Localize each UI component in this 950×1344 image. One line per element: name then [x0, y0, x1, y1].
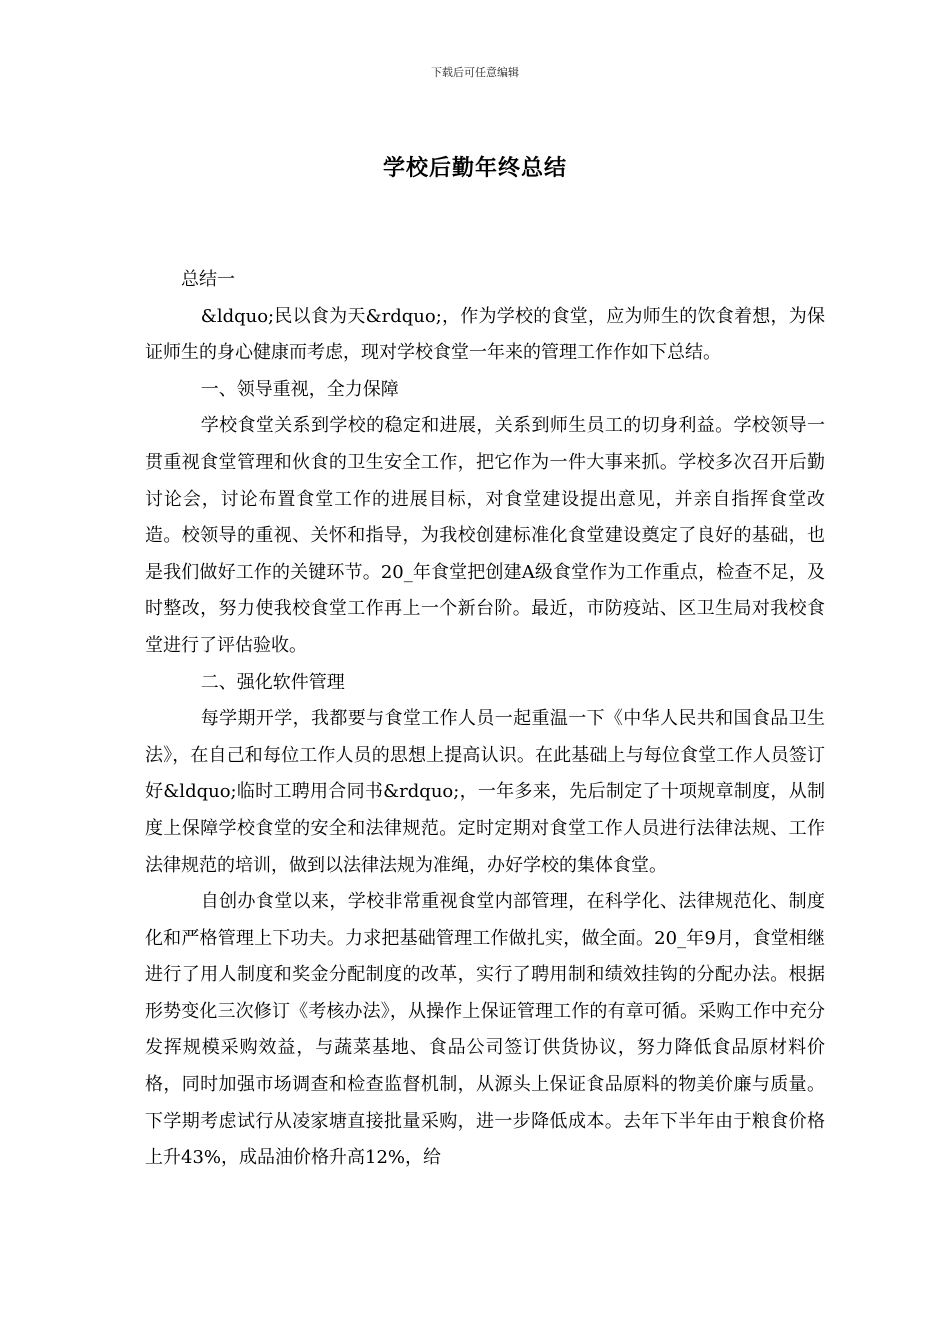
paragraph-leadership: 学校食堂关系到学校的稳定和进展，关系到师生员工的切身利益。学校领导一贯重视食堂管理和伙食的卫生安全工作，把它作为一件大事来抓。学校多次召开后勤讨论会，讨论布置食堂工作的进展目标，对食堂建设提出意见，并亲自指挥食堂改造。校领导的重视、关怀和指导，为我校创建标准化食堂建设奠定了良好的基础，也是我们做好工作的关键环节。20_年食堂把创建A级食堂作为工作重点，检查不足，及时整改，努力使我校食堂工作再上一个新台阶。最近，市防疫站、区卫生局对我校食堂进行了评估验收。 — [145, 415, 825, 656]
header-note: 下载后可任意编辑 — [431, 66, 519, 79]
section-label: 总结一 — [181, 269, 235, 290]
paragraph-software-management: 每学期开学，我都要与食堂工作人员一起重温一下《中华人民共和国食品卫生法》，在自己和每位工作人员的思想上提高认识。在此基础上与每位食堂工作人员签订好&ldquo;临时工聘用合同书&rdquo;，一年多来，先后制定了十项规章制度，从制度上保障学校食堂的安全和法律规范。定时定期对食堂工作人员进行法律法规、工作法律规范的培训，做到以法律法规为准绳，办好学校的集体食堂。 — [145, 708, 825, 876]
section-heading-2: 二、强化软件管理 — [200, 671, 345, 693]
paragraph-internal-management: 自创办食堂以来，学校非常重视食堂内部管理，在科学化、法律规范化、制度化和严格管理上下功夫。力求把基础管理工作做扎实，做全面。20_年9月，食堂相继进行了用人制度和奖金分配制度的改革，实行了聘用制和绩效挂钩的分配办法。根据形势变化三次修订《考核办法》，从操作上保证管理工作的有章可循。采购工作中充分发挥规模采购效益，与蔬菜基地、食品公司签订供货协议，努力降低食品原材料价格，同时加强市场调查和检查监督机制，从源头上保证食品原料的物美价廉与质量。下学期考虑试行从凌家塘直接批量采购，进一步降低成本。去年下半年由于粮食价格上升43%，成品油价格升高12%，给 — [145, 891, 825, 1169]
document-title: 学校后勤年终总结 — [382, 155, 567, 181]
document-body — [145, 262, 825, 1177]
section-heading-1: 一、领导重视，全力保障 — [200, 378, 399, 400]
intro-paragraph: &ldquo;民以食为天&rdquo;，作为学校的食堂，应为师生的饮食着想，为保证师生的身心健康而考虑，现对学校食堂一年来的管理工作作如下总结。 — [145, 305, 825, 364]
